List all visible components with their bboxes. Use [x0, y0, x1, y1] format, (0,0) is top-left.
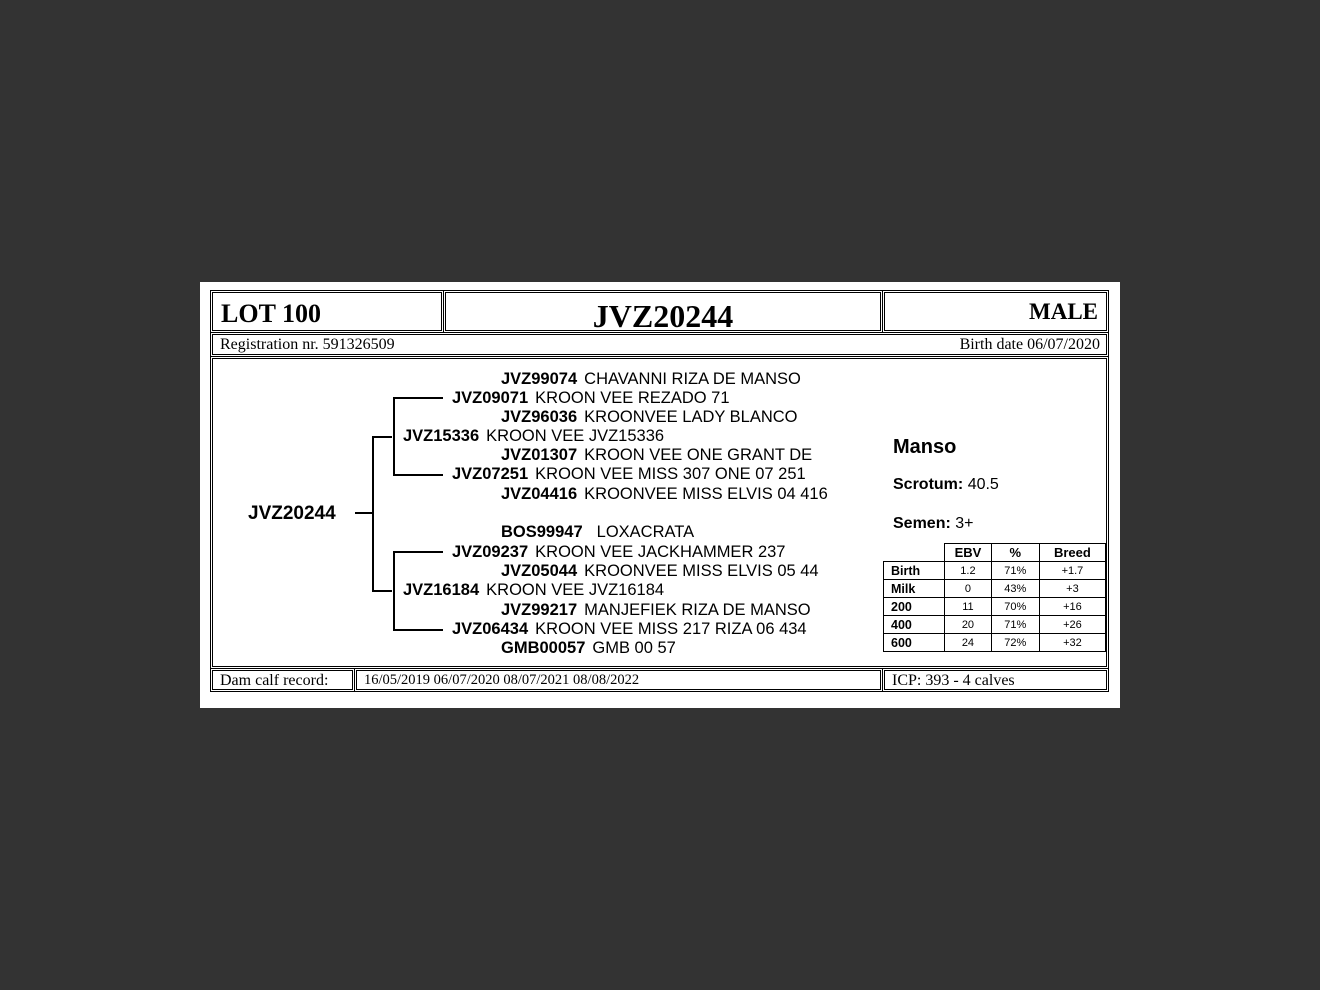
row-label: 200 [884, 598, 945, 616]
dam-calf-label-cell [210, 668, 355, 692]
row-label: 600 [884, 634, 945, 652]
lot-number: LOT 100 [221, 299, 321, 328]
pct-value: 43% [991, 580, 1039, 598]
dam-connector [372, 590, 392, 592]
animal-id: JVZ20244 [592, 298, 734, 334]
table-row [884, 634, 1106, 652]
pedigree-subject: JVZ20244 [248, 503, 336, 524]
row-label: 400 [884, 616, 945, 634]
ebv-value: 1.2 [945, 562, 991, 580]
table-row [884, 616, 1106, 634]
pct-value: 70% [991, 598, 1039, 616]
pedigree-dam-dam: JVZ06434 KROON VEE MISS 217 RIZA 06 434 [452, 620, 807, 638]
pedigree-dam-sire-dam: JVZ05044 KROONVEE MISS ELVIS 05 44 [501, 562, 819, 580]
pedigree-dam: JVZ16184 KROON VEE JVZ16184 [403, 581, 665, 599]
animal-id-cell [443, 290, 883, 333]
sire-sire-connector [393, 397, 443, 399]
sire-dam-connector [393, 474, 443, 476]
pedigree-sire-dam: JVZ07251 KROON VEE MISS 307 ONE 07 251 [452, 465, 806, 483]
dam-calf-dates-cell [354, 668, 883, 692]
table-row [884, 562, 1106, 580]
sex-label: MALE [1029, 299, 1098, 324]
breed-value: +26 [1039, 616, 1105, 634]
pedigree-dam-sire: JVZ09237 KROON VEE JACKHAMMER 237 [452, 543, 786, 561]
breed-value: +1.7 [1039, 562, 1105, 580]
pedigree-section [210, 356, 1109, 669]
dam-calf-label: Dam calf record: [220, 672, 329, 689]
icp-value: ICP: 393 - 4 calves [892, 672, 1015, 689]
pedigree-sire-sire: JVZ09071 KROON VEE REZADO 71 [452, 389, 730, 407]
pedigree-dam-sire-sire: BOS99947 LOXACRATA [501, 523, 695, 541]
subject-connector [355, 512, 373, 514]
pedigree-sire-sire-dam: JVZ96036 KROONVEE LADY BLANCO [501, 408, 798, 426]
ebv-table [883, 543, 1106, 652]
dam-bracket [393, 551, 395, 630]
registration-number: Registration nr. 591326509 [220, 336, 395, 353]
pedigree-sire-sire-sire: JVZ99074 CHAVANNI RIZA DE MANSO [501, 370, 801, 388]
dam-sire-connector [393, 551, 443, 553]
birth-date: Birth date 06/07/2020 [959, 336, 1100, 353]
animal-name: Manso [893, 436, 957, 458]
pct-value: 71% [991, 616, 1039, 634]
pedigree-sire-dam-sire: JVZ01307 KROON VEE ONE GRANT DE [501, 446, 813, 464]
pedigree-sire-dam-dam: JVZ04416 KROONVEE MISS ELVIS 04 416 [501, 485, 828, 503]
sire-bracket [393, 397, 395, 475]
ebv-value: 11 [945, 598, 991, 616]
parents-bracket [372, 436, 374, 591]
pct-value: 71% [991, 562, 1039, 580]
pedigree-sire: JVZ15336 KROON VEE JVZ15336 [403, 427, 665, 445]
table-row [884, 580, 1106, 598]
dam-dam-connector [393, 629, 443, 631]
row-label: Birth [884, 562, 945, 580]
breed-value: +3 [1039, 580, 1105, 598]
dam-calf-dates: 16/05/2019 06/07/2020 08/07/2021 08/08/2022 [364, 672, 640, 688]
icp-cell [882, 668, 1109, 692]
ebv-value: 24 [945, 634, 991, 652]
table-row [884, 598, 1106, 616]
lot-number-cell [210, 290, 444, 333]
scrotum-info: Scrotum: 40.5 [893, 476, 999, 493]
sire-connector [372, 436, 392, 438]
ebv-col-header: EBV [945, 544, 991, 562]
ebv-corner [884, 544, 945, 562]
breed-col-header: Breed [1039, 544, 1105, 562]
breed-value: +32 [1039, 634, 1105, 652]
pct-col-header: % [991, 544, 1039, 562]
ebv-value: 0 [945, 580, 991, 598]
ebv-value: 20 [945, 616, 991, 634]
row-label: Milk [884, 580, 945, 598]
registration-row [210, 332, 1109, 357]
ebv-header-row [884, 544, 1106, 562]
pedigree-dam-dam-sire: JVZ99217 MANJEFIEK RIZA DE MANSO [501, 601, 811, 619]
sex-cell [882, 290, 1109, 333]
pedigree-dam-dam-dam: GMB00057 GMB 00 57 [501, 639, 676, 657]
breed-value: +16 [1039, 598, 1105, 616]
semen-info: Semen: 3+ [893, 515, 974, 532]
lot-card [200, 282, 1120, 708]
pct-value: 72% [991, 634, 1039, 652]
